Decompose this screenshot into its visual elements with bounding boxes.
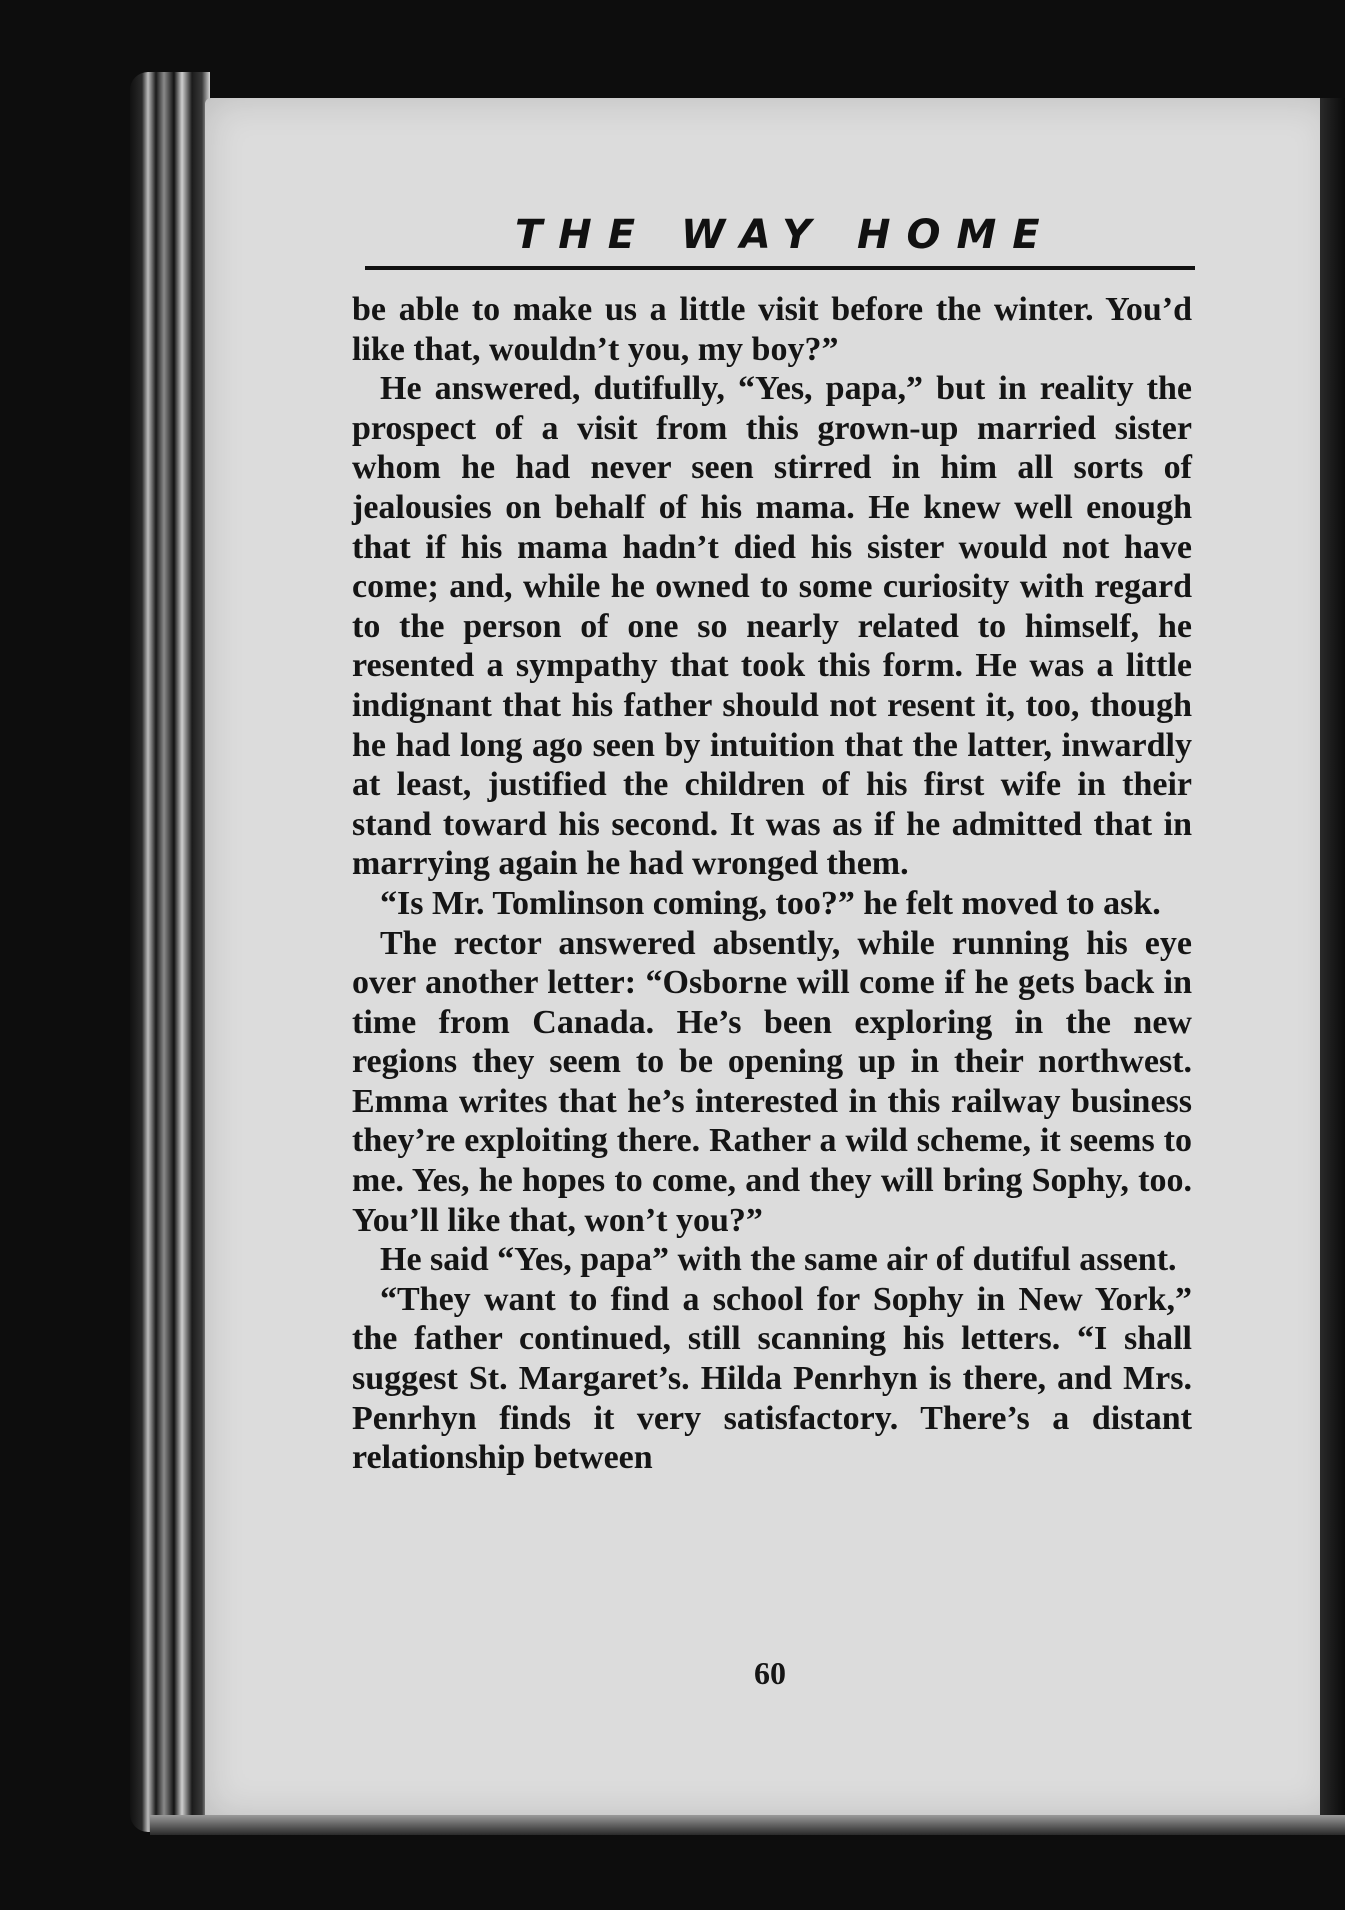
page-number: 60 [754,1655,786,1691]
paragraph: The rector answered absently, while running his eye over another letter: “Osborne will come if he gets back in time from Canada. He’s been exploring in the new regions they seem to be opening up in their northwest. Emma writes that he’s interested in this railway business they’re exploiting there. Rather a wild scheme, it seems to me. Yes, he hopes to come, and they will bring Sophy, too. You’ll like that, won’t you?” [352,924,1192,1239]
header-rule [365,266,1195,270]
running-title: THE WAY HOME [515,212,1056,258]
running-header [365,210,1195,270]
paragraph: He answered, dutifully, “Yes, papa,” but in reality the prospect of a visit from this grown-up married sister whom he had never seen stirred in him all sorts of jealousies on behalf of his mama. He knew well enough that if his mama hadn’t died his sister would not have come; and, while he owned to some curiosity with regard to the person of one so nearly related to himself, he resented a sympathy that took this form. He was a little indignant that his father should not resent it, too, though he had long ago seen by intuition that the latter, inwardly at least, justified the children of his first wife in their stand toward his second. It was as if he admitted that in marrying again he had wronged them. [352,370,1192,883]
paragraph: “They want to find a school for Sophy in New York,” the father continued, still scanning his letters. “I shall suggest St. Margaret’s. Hilda Penrhyn is there, and Mrs. Penrhyn finds it very satisfactory. There’s a distant relationship between [352,1280,1192,1477]
page-bottom-edge [150,1815,1345,1835]
page-right-shadow [1320,98,1345,1818]
body-text [352,290,1192,1478]
book-binding-edge [130,72,210,1832]
paragraph: He said “Yes, papa” with the same air of dutiful assent. [380,1241,1177,1279]
paragraph: “Is Mr. Tomlinson coming, too?” he felt moved to ask. [380,884,1161,922]
paragraph-continuation: be able to make us a little visit before the winter. You’d like that, wouldn’t you, my boy?” [352,291,1192,368]
